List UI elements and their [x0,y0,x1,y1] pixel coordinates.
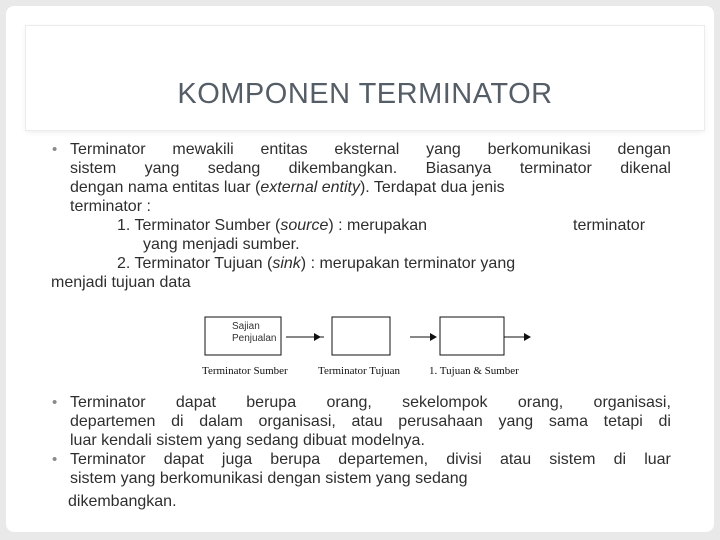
text-line: dikembangkan. [68,493,177,510]
word: sistem [70,160,117,177]
word: di [658,413,671,430]
title-box [26,26,704,130]
word: organisasi, [258,413,336,430]
word: tetapi [603,413,643,430]
arrow-head [430,333,437,341]
label-sink: Terminator Tujuan [318,365,401,377]
word: sama [548,413,588,430]
emphasis-text: source [280,217,329,234]
emphasis-text: external entity [260,179,360,196]
list-item-source: 1. Terminator Sumber (source) : merupakan terminator [117,217,646,234]
text-line [70,178,671,197]
terminator-diagram [174,303,570,389]
word: divisi [446,451,482,468]
word: atau [351,413,383,430]
word: departemen [70,413,156,430]
word: berkomunikasi [487,141,591,158]
word: entitas [260,141,308,158]
word: eksternal [334,141,400,158]
bullet-item [50,450,671,488]
paragraph-terminator-definition [50,140,671,292]
word: mewakili [172,141,234,158]
arrow-head [524,333,531,341]
word: Biasanya [425,160,492,177]
word: sistem [549,451,596,468]
text-line [70,159,671,178]
word: yang [144,160,180,177]
word: dengan [617,141,671,158]
text-line: terminator : [70,198,151,215]
text-line: luar kendali sistem yang sedang dibuat modelnya. [70,432,425,449]
word: dikenal [620,160,671,177]
word: di [171,413,184,430]
word: • Terminator [70,451,146,468]
text-span: terminator [573,217,646,234]
word: terminator [519,160,592,177]
both-terminator-box [440,317,504,355]
sink-terminator-box [332,317,390,355]
word: • Terminator [70,141,146,158]
word: dapat [175,394,216,411]
word: organisasi, [593,394,671,411]
word: dapat [163,451,204,468]
text-line: menjadi tujuan data [51,274,191,291]
box-text-line: Penjualan [232,333,277,344]
word: berupa [270,451,321,468]
bullet-item [50,393,671,450]
word: atau [499,451,532,468]
text-line [70,140,671,159]
word: dikembangkan. [288,160,398,177]
word: juga [221,451,253,468]
word: luar [644,451,671,468]
text-line [70,393,671,412]
label-source: Terminator Sumber [202,365,288,377]
word: berupa [246,394,297,411]
word: perusahaan [398,413,483,430]
word: orang, [517,394,564,411]
word: departemen, [338,451,429,468]
bullet-item [50,140,671,216]
paragraph-terminator-forms [50,393,671,511]
emphasis-text: sink [272,255,301,272]
word: sedang [207,160,261,177]
text-line [70,412,671,431]
text-line: sistem yang berkomunikasi dengan sistem yang sedang [70,470,468,487]
word: sekelompok [402,394,488,411]
text-line: yang menjadi sumber. [143,236,300,253]
source-box-label [232,321,276,345]
word: orang, [326,394,372,411]
slide-title: KOMPONEN TERMINATOR [177,78,553,110]
list-item-sink: 2. Terminator Tujuan (sink) : merupakan terminator yang [117,255,516,272]
word: • Terminator [70,394,146,411]
word: di [613,451,627,468]
label-both: 1. Tujuan & Sumber [429,365,519,377]
word: yang [498,413,534,430]
word: dalam [199,413,243,430]
box-text-line: Sajian [232,321,260,332]
word: yang [426,141,461,158]
text-span: dengan nama entitas luar (external entity). Terdapat dua jenis [70,179,505,196]
text-line [70,450,671,469]
